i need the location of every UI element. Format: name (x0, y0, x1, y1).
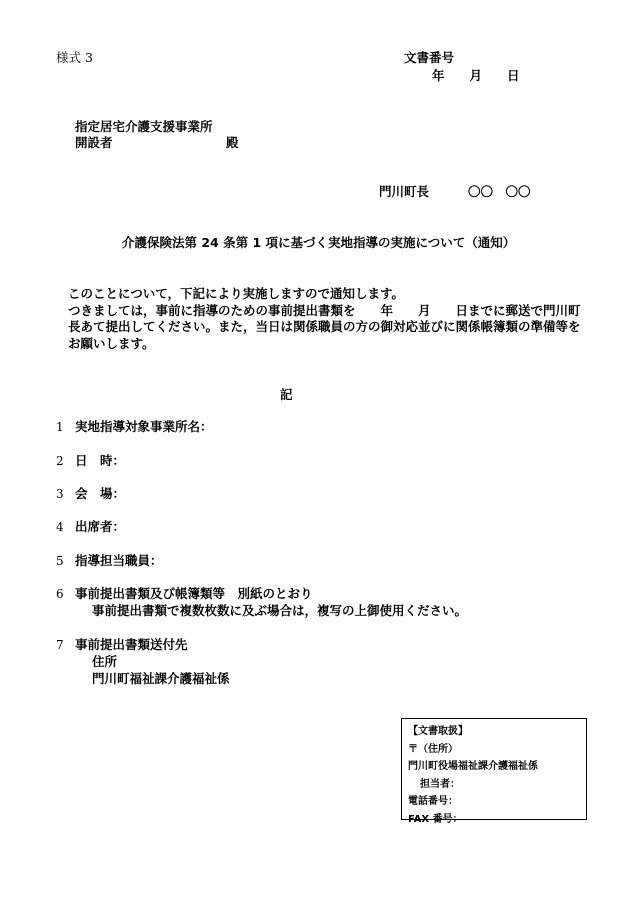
item-sub-text: 住所 (92, 654, 118, 669)
item-number: 5 (56, 554, 64, 568)
date-line: 年 月 日 (432, 68, 520, 83)
box-postal: 〒（住所） (408, 743, 458, 755)
body-text (56, 286, 586, 352)
sender-title: 門川町長 (379, 184, 430, 199)
item-label: 事前提出書類及び帳簿類等 別紙のとおり (75, 586, 313, 601)
box-heading: 【文書取扱】 (408, 726, 468, 737)
recipient-founder: 開設者 (75, 135, 113, 150)
item-number: 7 (56, 638, 64, 652)
sender-name: 〇〇 〇〇 (468, 184, 531, 199)
item-label: 指導担当職員： (75, 553, 163, 568)
body-line-1: このことについて，下記により実施しますので通知します。 (68, 286, 405, 301)
record-mark: 記 (280, 387, 293, 402)
item-label: 事前提出書類送付先 (75, 637, 188, 652)
item-number: 2 (56, 454, 64, 468)
item-label: 会 場： (75, 486, 126, 501)
item-sub-text: 門川町福祉課介護福祉係 (92, 671, 230, 686)
item-number: 3 (56, 487, 64, 501)
item-sub-text: 事前提出書類で複数枚数に及ぶ場合は，複写の上御使用ください。 (92, 603, 468, 618)
document-title: 介護保険法第 24 条第 1 項に基づく実地指導の実施について（通知） (122, 235, 516, 250)
document-handling-box (401, 718, 587, 825)
item-number: 6 (56, 587, 64, 601)
form-label: 様式 3 (56, 50, 93, 65)
box-phone: 電話番号： (408, 796, 458, 807)
document-number-label: 文書番号 (404, 50, 455, 65)
recipient-honorific: 殿 (226, 135, 239, 150)
box-person: 担当者： (420, 778, 460, 790)
item-number: 1 (56, 420, 64, 434)
item-label: 実地指導対象事業所名： (75, 419, 213, 434)
item-number: 4 (56, 520, 64, 534)
box-department: 門川町役場福祉課介護福祉係 (408, 761, 538, 772)
body-line-2: つきましては，事前に指導のための事前提出書類を 年 月 日までに郵送で門川町長あて提出してください。また，当日は関係職員の方の御対応並びに関係帳簿類の準備等をお願いします。 (68, 302, 581, 351)
box-fax: FAX 番号： (408, 813, 463, 825)
item-label: 日 時： (75, 453, 126, 468)
recipient-office: 指定居宅介護支援事業所 (75, 119, 213, 134)
item-label: 出席者： (75, 519, 126, 534)
